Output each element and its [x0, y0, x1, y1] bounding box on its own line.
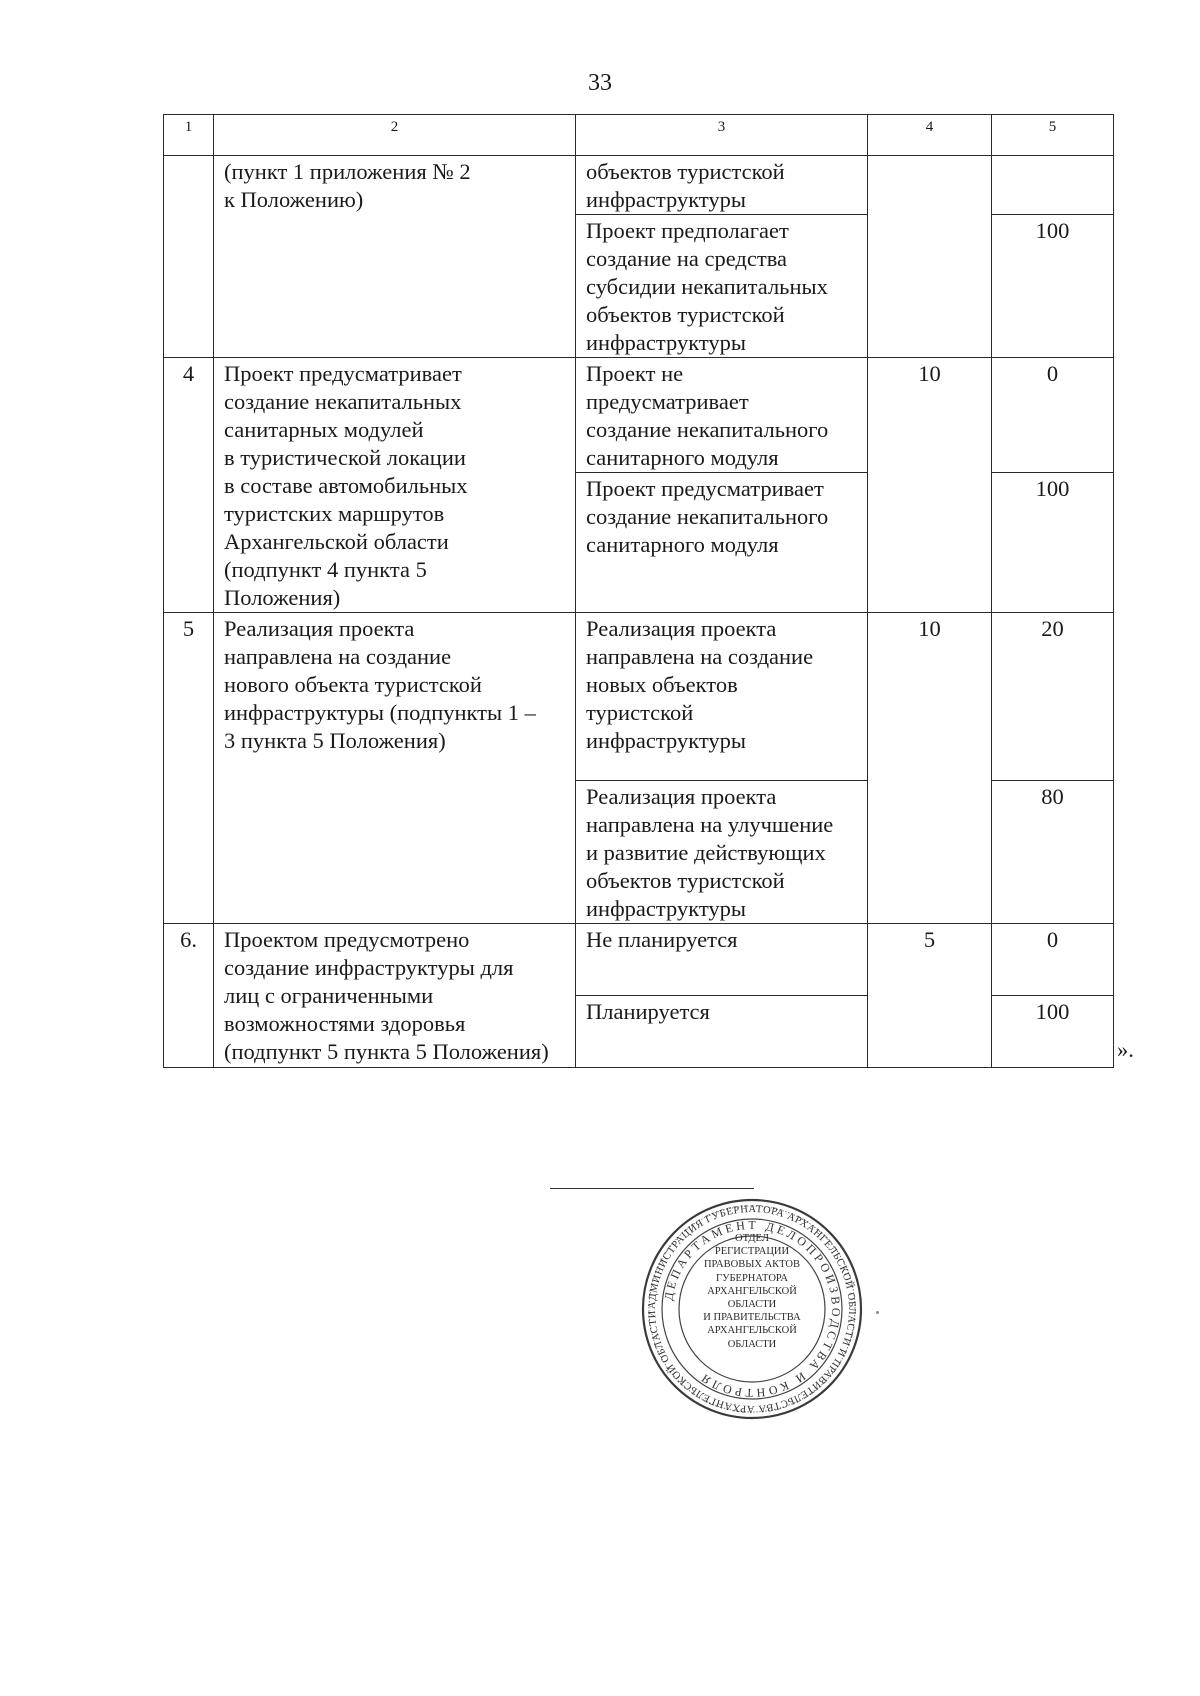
- option-score: 80: [992, 781, 1114, 924]
- column-number: 3: [576, 115, 868, 156]
- seal-line: ОБЛАСТИ: [727, 1299, 777, 1311]
- criterion-weight: 10: [868, 358, 992, 613]
- seal-line: РЕГИСТРАЦИИ: [714, 1246, 790, 1258]
- row-number: [164, 156, 214, 358]
- option-text: Проект не предусматривает создание некапитального санитарного модуля: [576, 358, 868, 473]
- option-text: объектов туристской инфраструктуры: [576, 156, 868, 215]
- seal-line: ГУБЕРНАТОРА: [716, 1272, 788, 1284]
- criterion-text: Реализация проекта направлена на создание нового объекта туристской инфраструктуры (подпункты 1 – 3 пункта 5 Положения): [214, 613, 576, 924]
- seal-line: ОБЛАСТИ: [727, 1338, 777, 1350]
- criterion-weight: 10: [868, 613, 992, 924]
- seal-line: АРХАНГЕЛЬСКОЙ: [707, 1285, 797, 1297]
- table-row: [164, 613, 1114, 781]
- option-score: 100: [992, 215, 1114, 358]
- row-number: 4: [164, 358, 214, 613]
- column-number: 1: [164, 115, 214, 156]
- seal-line: ПРАВОВЫХ АКТОВ: [703, 1259, 801, 1271]
- option-score: 0: [992, 924, 1114, 996]
- option-text: Проект предполагает создание на средства субсидии некапитальных объектов туристской инфраструктуры: [576, 215, 868, 358]
- seal-center-text: [674, 1232, 830, 1351]
- criterion-text: (пункт 1 приложения № 2 к Положению): [214, 156, 576, 358]
- option-text: Планируется: [576, 996, 868, 1068]
- option-text: Реализация проекта направлена на создание новых объектов туристской инфраструктуры: [576, 613, 868, 781]
- column-number: 2: [214, 115, 576, 156]
- option-score: [992, 156, 1114, 215]
- closing-quote: ».: [1117, 1037, 1134, 1062]
- criteria-table-wrapper: [163, 114, 1113, 1068]
- table-row: [164, 924, 1114, 996]
- criteria-table: [163, 114, 1114, 1068]
- option-text: Не планируется: [576, 924, 868, 996]
- option-text: Проект предусматривает создание некапитального санитарного модуля: [576, 473, 868, 613]
- official-seal: [639, 1196, 865, 1422]
- option-text: Реализация проекта направлена на улучшение и развитие действующих объектов туристской инфраструктуры: [576, 781, 868, 924]
- page-number: 33: [588, 70, 612, 96]
- criterion-weight: [868, 156, 992, 358]
- column-number: 4: [868, 115, 992, 156]
- stray-mark: [876, 1311, 879, 1314]
- table-row: [164, 156, 1114, 215]
- option-score: 100: [992, 996, 1114, 1068]
- criterion-weight: 5: [868, 924, 992, 1068]
- criterion-text: Проектом предусмотрено создание инфраструктуры для лиц с ограниченными возможностями здоровья (подпункт 5 пункта 5 Положения): [214, 924, 576, 1068]
- seal-inner-text: ДЕПАРТАМЕНТ ДЕЛОПРОИЗВОДСТВА И КОНТРОЛЯ: [661, 1217, 844, 1401]
- row-number: 6.: [164, 924, 214, 1068]
- option-score: 100: [992, 473, 1114, 613]
- table-row: [164, 358, 1114, 473]
- column-number-row: [164, 115, 1114, 156]
- seal-outer-text: АДМИНИСТРАЦИЯ ГУБЕРНАТОРА АРХАНГЕЛЬСКОЙ ОБЛАСТИ И ПРАВИТЕЛЬСТВА АРХАНГЕЛЬСКОЙ ОБЛАСТИ: [646, 1203, 858, 1415]
- column-number: 5: [992, 115, 1114, 156]
- option-score: 20: [992, 613, 1114, 781]
- signature-line: [550, 1188, 754, 1189]
- seal-line: ОТДЕЛ: [735, 1233, 769, 1244]
- row-number: 5: [164, 613, 214, 924]
- criterion-text: Проект предусматривает создание некапитальных санитарных модулей в туристической локации в составе автомобильных туристских маршрутов Архангельской области (подпункт 4 пункта 5 Положения): [214, 358, 576, 613]
- seal-line: АРХАНГЕЛЬСКОЙ: [707, 1325, 797, 1337]
- option-score: 0: [992, 358, 1114, 473]
- seal-line: И ПРАВИТЕЛЬСТВА: [703, 1312, 801, 1324]
